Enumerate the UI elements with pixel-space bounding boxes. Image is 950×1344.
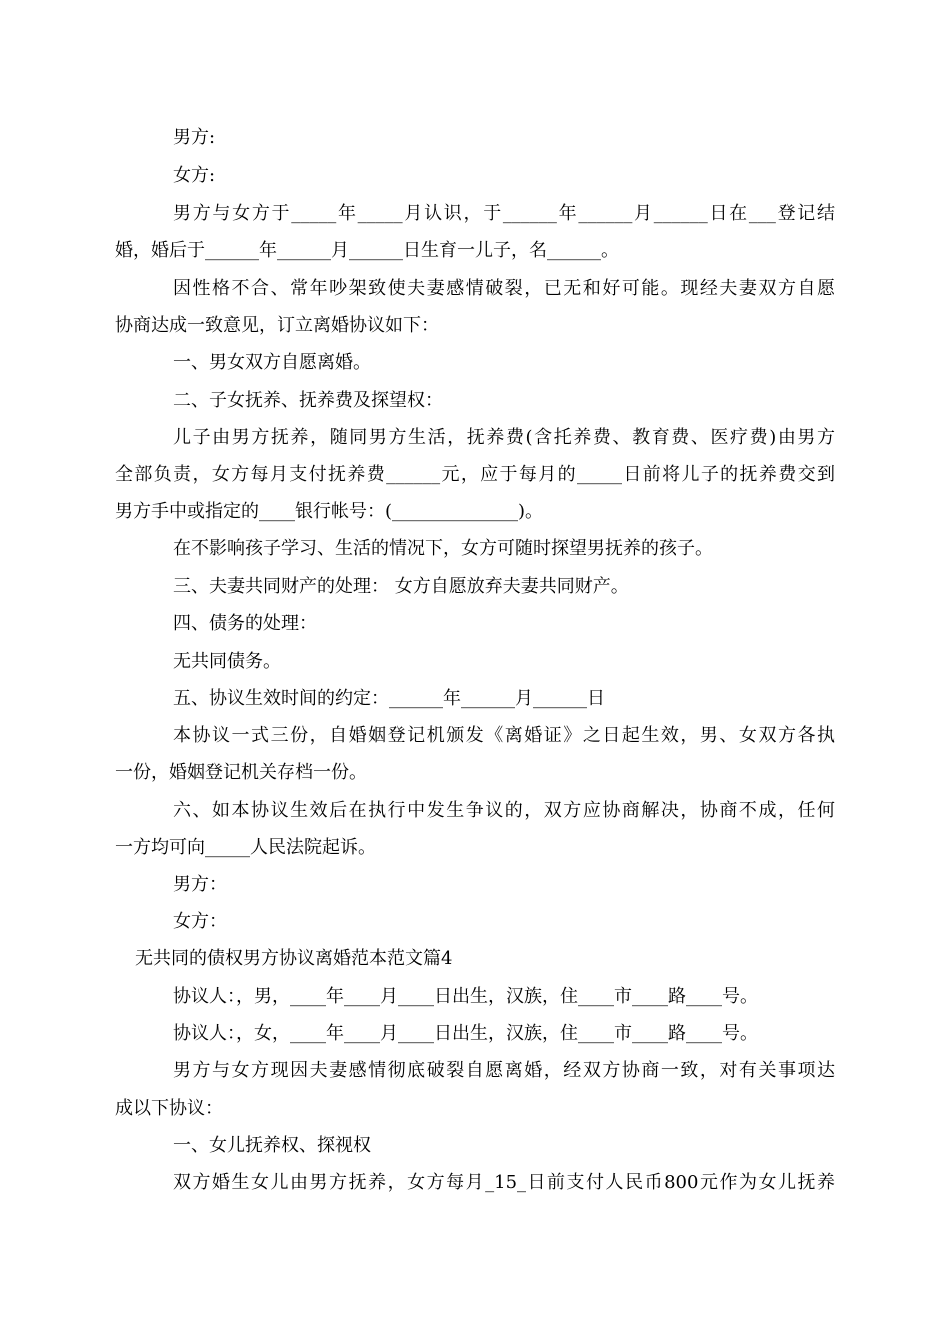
text-line: 全部负责，女方每月支付抚养费______元，应于每月的_____日前将儿子的抚养费交到 — [115, 464, 835, 485]
text-line: 女方： — [173, 911, 227, 932]
text-line: 成以下协议： — [115, 1098, 223, 1119]
text-line: 婚，婚后于______年______月______日生育一儿子，名______。 — [115, 240, 619, 261]
text-line: 男方与女方现因夫妻感情彻底破裂自愿离婚，经双方协商一致，对有关事项达 — [173, 1060, 835, 1081]
text-line: 男方与女方于_____年_____月认识，于______年______月______日在___登记结 — [173, 203, 835, 224]
text-line: 二、子女抚养、抚养费及探望权： — [173, 390, 443, 411]
text-line: 一方均可向_____人民法院起诉。 — [115, 837, 376, 858]
text-line: 在不影响孩子学习、生活的情况下，女方可随时探望男抚养的孩子。 — [173, 538, 713, 559]
text-line: 协议人：，女，____年____月____日出生，汉族，住____市____路____号。 — [173, 1023, 758, 1044]
text-line: 本协议一式三份，自婚姻登记机颁发《离婚证》之日起生效，男、女双方各执 — [173, 725, 835, 746]
text-line: 男方: — [173, 127, 216, 148]
text-line: 一份，婚姻登记机关存档一份。 — [115, 762, 367, 783]
text-line: 一、男女双方自愿离婚。 — [173, 352, 371, 373]
text-line: 一、女儿抚养权、探视权 — [173, 1135, 371, 1156]
text-line: 四、债务的处理： — [173, 613, 317, 634]
text-line: 女方: — [173, 165, 216, 186]
text-line: 双方婚生女儿由男方抚养，女方每月_15_日前支付人民币800元作为女儿抚养 — [173, 1172, 835, 1193]
text-line: 因性格不合、常年吵架致使夫妻感情破裂，已无和好可能。现经夫妻双方自愿 — [173, 278, 835, 299]
text-line: 六、如本协议生效后在执行中发生争议的，双方应协商解决，协商不成，任何 — [173, 800, 835, 821]
text-line: 男方手中或指定的____银行帐号：(______________)。 — [115, 501, 544, 522]
text-line: 男方： — [173, 874, 227, 895]
text-line: 协议人：，男，____年____月____日出生，汉族，住____市____路____号。 — [173, 986, 758, 1007]
text-line: 协商达成一致意见，订立离婚协议如下： — [115, 315, 439, 336]
section-heading: 无共同的债权男方协议离婚范本范文篇4 — [135, 948, 453, 969]
text-line: 三、夫妻共同财产的处理： 女方自愿放弃夫妻共同财产。 — [173, 576, 629, 597]
text-line: 无共同债务。 — [173, 651, 281, 672]
text-line: 五、协议生效时间的约定：______年______月______日 — [173, 688, 605, 709]
text-line: 儿子由男方抚养，随同男方生活，抚养费(含托养费、教育费、医疗费)由男方 — [173, 427, 835, 448]
